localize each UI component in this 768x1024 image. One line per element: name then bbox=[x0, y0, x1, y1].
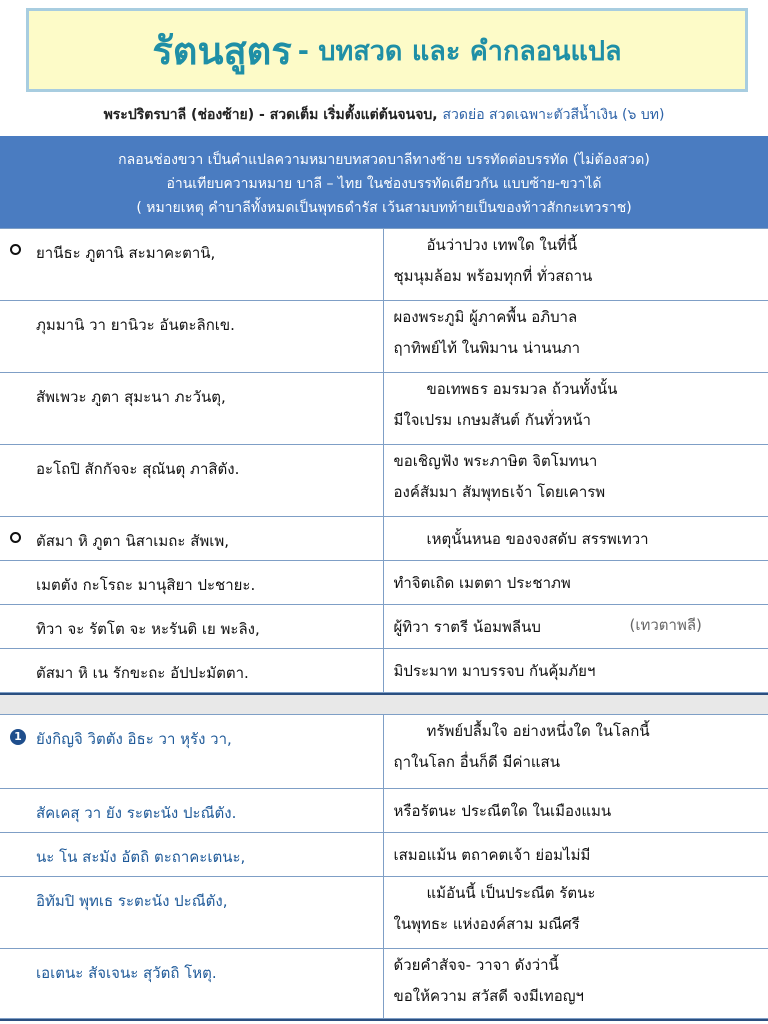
thai-cell: ทรัพย์ปลื้มใจ อย่างหนึ่งใด ในโลกนี้ ฤาในโลก อื่นก็ดี มีค่าแสน bbox=[383, 715, 768, 788]
thai-cell: เสมอแม้น ตถาคตเจ้า ย่อมไม่มี bbox=[383, 832, 768, 876]
verse-table-2 bbox=[0, 715, 768, 1019]
thai-cell: หรือรัตนะ ประณีตใด ในเมืองแมน bbox=[383, 788, 768, 832]
thai-cell: ขอเชิญฟัง พระภาษิต จิตโมทนา องค์สัมมา สัมพุทธเจ้า โดยเคารพ bbox=[383, 445, 768, 517]
pali-cell: เมตตัง กะโรถะ มานุสิยา ปะชายะ. bbox=[0, 561, 383, 605]
table-row bbox=[0, 876, 768, 948]
table-row bbox=[0, 948, 768, 1018]
page-title: รัตนสูตร bbox=[152, 28, 292, 73]
pali-cell: ยานีธะ ภูตานิ สะมาคะตานิ, bbox=[0, 229, 383, 301]
thai-cell: มิประมาท มาบรรจบ กันคุ้มภัยฯ bbox=[383, 649, 768, 693]
pali-cell: สัพเพวะ ภูตา สุมะนา ภะวันตุ, bbox=[0, 373, 383, 445]
subtitle-blue: สวดย่อ สวดเฉพาะตัวสีน้ำเงิน (๖ บท) bbox=[442, 107, 665, 123]
pali-cell: อะโถปิ สักกัจจะ สุณันตุ ภาสิตัง. bbox=[0, 445, 383, 517]
pali-cell: อิทัมปิ พุทเธ ระตะนัง ปะณีตัง, bbox=[0, 876, 383, 948]
circle-bullet-icon bbox=[10, 244, 21, 255]
bottom-rule bbox=[0, 1019, 768, 1021]
pali-cell: ทิวา จะ รัตโต จะ หะรันติ เย พะลิง, bbox=[0, 605, 383, 649]
table-row bbox=[0, 715, 768, 788]
pali-cell: สัคเคสุ วา ยัง ระตะนัง ปะณีตัง. bbox=[0, 788, 383, 832]
table-row bbox=[0, 445, 768, 517]
thai-cell: ผองพระภูมิ ผู้ภาคพื้น อภิบาล ฤาทิพย์ไท้ ในพิมาน น่านนภา bbox=[383, 301, 768, 373]
table-row bbox=[0, 301, 768, 373]
verse-table-1 bbox=[0, 228, 768, 693]
section-divider bbox=[0, 693, 768, 715]
pali-cell: ภุมมานิ วา ยานิวะ อันตะลิกเข. bbox=[0, 301, 383, 373]
title-box bbox=[26, 8, 748, 92]
note-line: กลอนช่องขวา เป็นคำแปลความหมายบทสวดบาลีทางซ้าย บรรทัดต่อบรรทัด (ไม่ต้องสวด) bbox=[118, 152, 650, 168]
table-row bbox=[0, 561, 768, 605]
page-title-sub: - บทสวด และ คำกลอนแปล bbox=[297, 35, 622, 67]
pali-cell: เอเตนะ สัจเจนะ สุวัตถิ โหตุ. bbox=[0, 948, 383, 1018]
table-row bbox=[0, 373, 768, 445]
thai-cell: ทำจิตเถิด เมตตา ประชาภพ bbox=[383, 561, 768, 605]
instruction-note bbox=[0, 136, 768, 228]
subtitle-main: พระปริตรบาลี (ช่องซ้าย) - สวดเต็ม เริ่มตั้งแต่ต้นจนจบ, bbox=[103, 107, 438, 123]
table-row bbox=[0, 788, 768, 832]
thai-cell: เหตุนั้นหนอ ของจงสดับ สรรพเทวา bbox=[383, 517, 768, 561]
table-row bbox=[0, 605, 768, 649]
table-row bbox=[0, 832, 768, 876]
pali-cell: 1 ยังกิญจิ วิตตัง อิธะ วา หุรัง วา, bbox=[0, 715, 383, 788]
thai-cell: แม้อันนี้ เป็นประณีต รัตนะ ในพุทธะ แห่งองค์สาม มณีศรี bbox=[383, 876, 768, 948]
annotation-label: (เทวตาพลี) bbox=[629, 616, 702, 634]
circle-bullet-icon bbox=[10, 532, 21, 543]
table-row bbox=[0, 517, 768, 561]
thai-cell: ขอเทพธร อมรมวล ถ้วนทั้งนั้น มีใจเปรม เกษมสันต์ กันทั่วหน้า bbox=[383, 373, 768, 445]
pali-cell: นะ โน สะมัง อัตถิ ตะถาคะเตนะ, bbox=[0, 832, 383, 876]
note-line: อ่านเทียบความหมาย บาลี – ไทย ในช่องบรรทัดเดียวกัน แบบซ้าย-ขวาได้ bbox=[166, 176, 602, 192]
thai-cell: ผู้ทิวา ราตรี น้อมพลีนบ (เทวตาพลี) bbox=[383, 605, 768, 649]
table-row bbox=[0, 229, 768, 301]
pali-cell: ตัสมา หิ ภูตา นิสาเมถะ สัพเพ, bbox=[0, 517, 383, 561]
subtitle bbox=[0, 104, 768, 126]
note-line: ( หมายเหตุ คำบาลีทั้งหมดเป็นพุทธดำรัส เว้นสามบทท้ายเป็นของท้าวสักกะเทวราช) bbox=[136, 200, 632, 216]
thai-cell: อันว่าปวง เทพใด ในที่นี้ ชุมนุมล้อม พร้อมทุกที่ ทั่วสถาน bbox=[383, 229, 768, 301]
table-row bbox=[0, 649, 768, 693]
thai-cell: ด้วยคำสัจจ- วาจา ดังว่านี้ ขอให้ความ สวัสดี จงมีเทอญฯ bbox=[383, 948, 768, 1018]
pali-cell: ตัสมา หิ เน รักขะถะ อัปปะมัตตา. bbox=[0, 649, 383, 693]
number-badge-icon: 1 bbox=[10, 729, 26, 745]
